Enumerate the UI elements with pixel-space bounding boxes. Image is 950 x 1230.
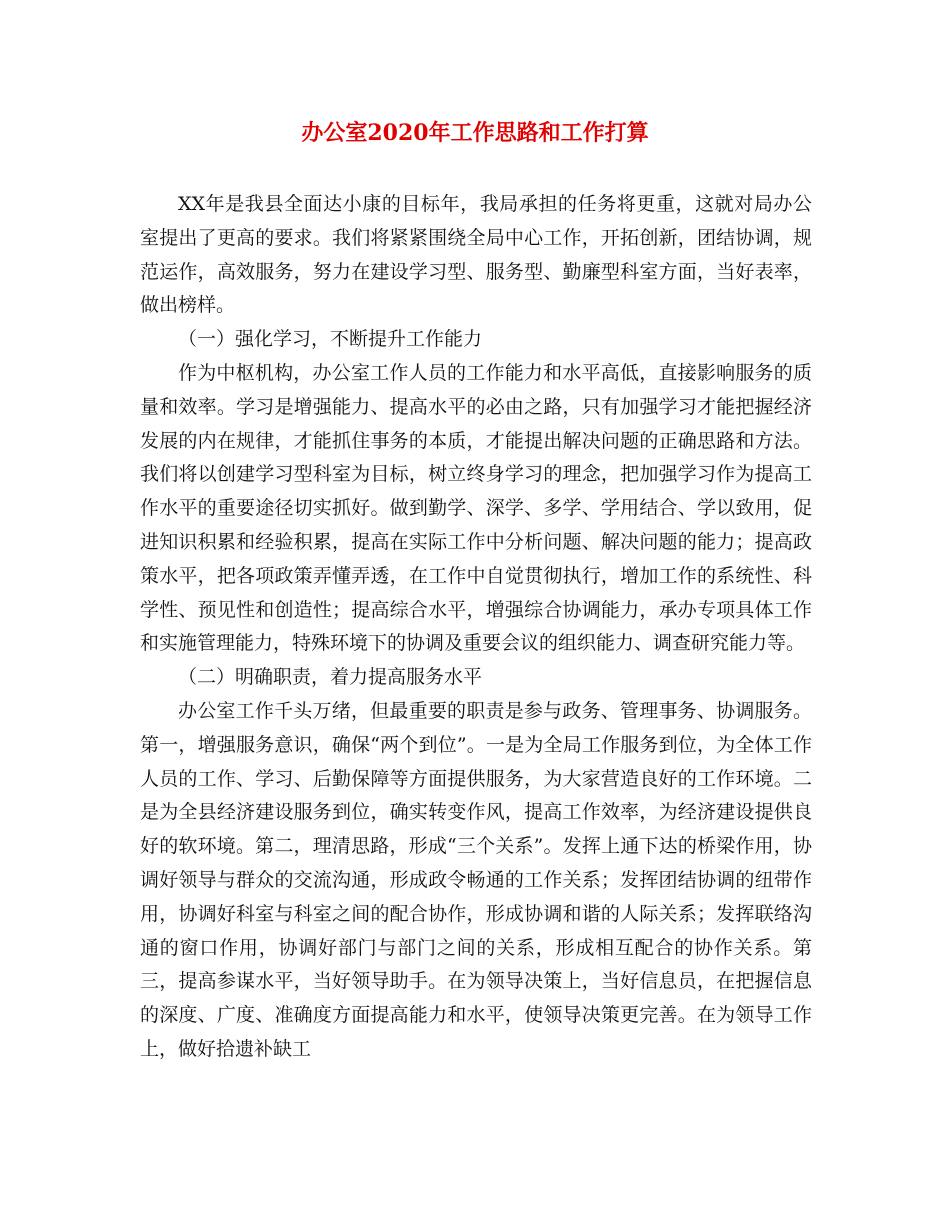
section-2-paragraph: 办公室工作千头万绪，但最重要的职责是参与政务、管理事务、协调服务。第一，增强服务意识，确保“两个到位”。一是为全局工作服务到位，为全体工作人员的工作、学习、后勤保障等方面提供服务，为大家营造良好的工作环境。二是为全县经济建设服务到位，确实转变作风，提高工作效率，为经济建设提供良好的软环境。第二，理清思路，形成“三个关系”。发挥上通下达的桥梁作用，协调好领导与群众的交流沟通，形成政令畅通的工作关系；发挥团结协调的纽带作用，协调好科室与科室之间的配合协作，形成协调和谐的人际关系；发挥联络沟通的窗口作用，协调好部门与部门之间的关系，形成相互配合的协作关系。第三，提高参谋水平，当好领导助手。在为领导决策上，当好信息员，在把握信息的深度、广度、准确度方面提高能力和水平，使领导决策更完善。在为领导工作上，做好拾遗补缺工	[140, 699, 812, 1060]
document-title: 办公室2020年工作思路和工作打算	[301, 120, 649, 146]
intro-paragraph: XX年是我县全面达小康的目标年，我局承担的任务将更重，这就对局办公室提出了更高的要求。我们将紧紧围绕全局中心工作，开拓创新，团结协调，规范运作，高效服务，努力在建设学习型、服务型、勤廉型科室方面，当好表率，做出榜样。	[140, 193, 812, 317]
section-heading-1: （一）强化学习，不断提升工作能力	[178, 328, 483, 351]
section-heading-2: （二）明确职责，着力提高服务水平	[178, 666, 483, 689]
section-1-paragraph: 作为中枢机构，办公室工作人员的工作能力和水平高低，直接影响服务的质量和效率。学习是增强能力、提高水平的必由之路，只有加强学习才能把握经济发展的内在规律，才能抓住事务的本质，才能提出解决问题的正确思路和方法。我们将以创建学习型科室为目标，树立终身学习的理念，把加强学习作为提高工作水平的重要途径切实抓好。做到勤学、深学、多学、学用结合、学以致用，促进知识积累和经验积累，提高在实际工作中分析问题、解决问题的能力；提高政策水平，把各项政策弄懂弄透，在工作中自觉贯彻执行，增加工作的系统性、科学性、预见性和创造性；提高综合水平，增强综合协调能力，承办专项具体工作和实施管理能力，特殊环境下的协调及重要会议的组织能力、调查研究能力等。	[140, 361, 812, 655]
document-body	[140, 188, 812, 1067]
